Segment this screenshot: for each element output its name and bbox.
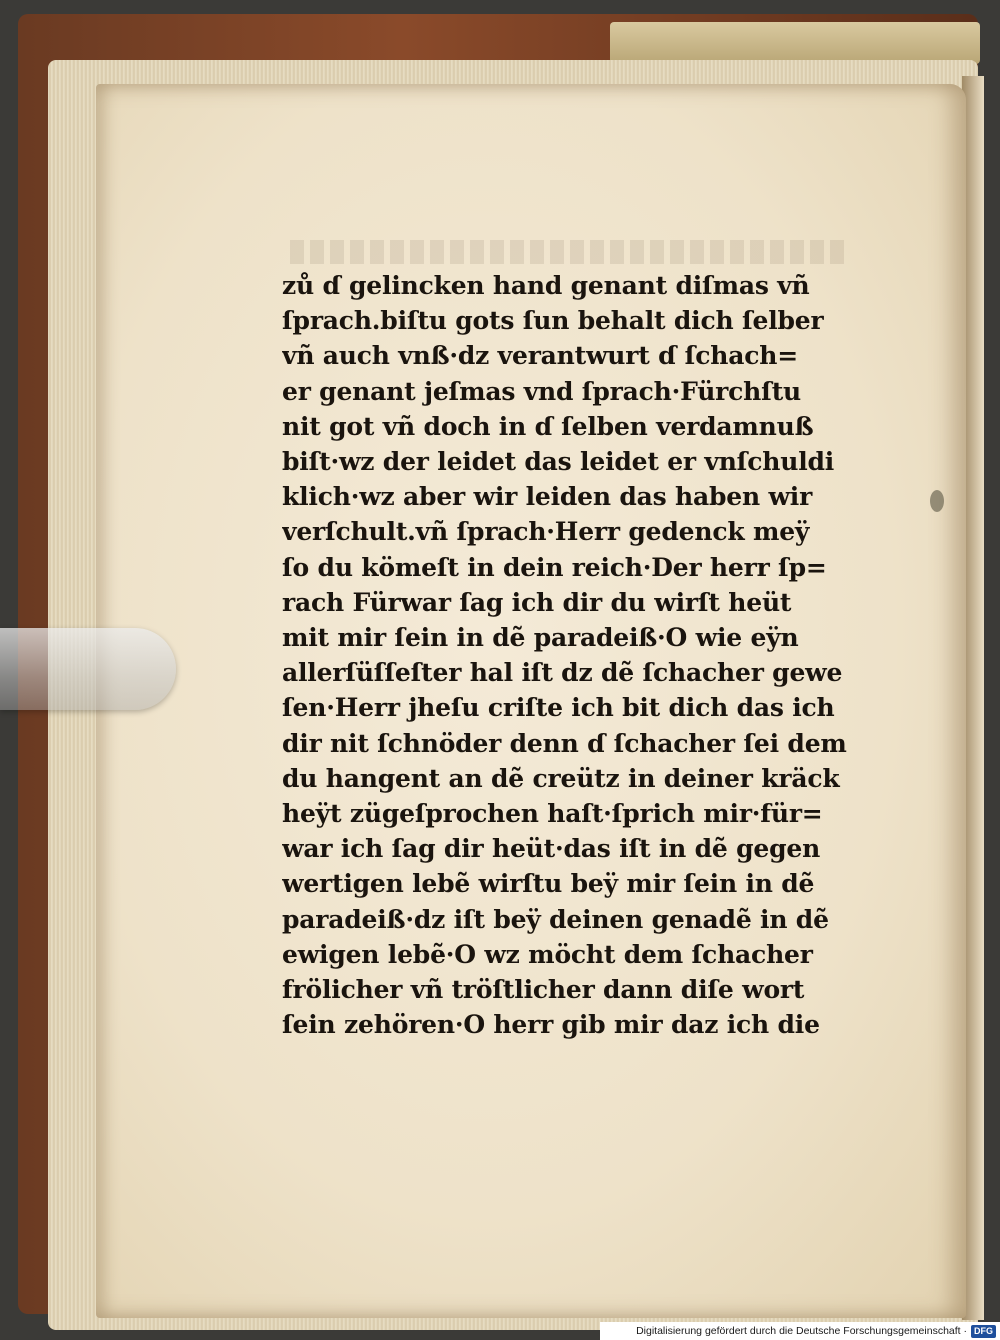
text-line: ſein zehören·O herr gib mir daz ich die [282, 1010, 820, 1040]
text-line: dir nit ſchnöder denn ɗ ſchacher ſei dem [282, 728, 847, 758]
text-line: heÿt zügeſprochen haſt·ſprich mir·für= [282, 799, 823, 829]
text-line: biſt·wz der leidet das leidet er vnſchuldi [282, 447, 835, 477]
text-line: mit mir ſein in dẽ paradeiß·O wie eÿn [282, 623, 799, 653]
show-through-text [290, 240, 850, 264]
text-line: ſo du kömeſt in dein reich·Der herr ſp= [282, 552, 827, 582]
text-line: ſen·Herr jheſu criſte ich bit dich das ich [282, 693, 835, 723]
text-line: allerſüſſeſter hal iſt dz dẽ ſchacher gewe [282, 658, 843, 688]
digitization-footer [600, 1322, 1000, 1340]
text-line: du hangent an dẽ creütz in deiner kräck [282, 763, 840, 793]
text-line: klich·wz aber wir leiden das haben wir [282, 482, 813, 512]
book-headband [610, 22, 980, 64]
dfg-logo-icon: DFG [971, 1325, 996, 1338]
text-line: war ich ſag dir heüt·das iſt in dẽ gegen [282, 834, 821, 864]
text-line: verſchult.vñ ſprach·Herr gedenck meÿ [282, 517, 810, 547]
text-line: paradeiß·dz iſt beÿ deinen genadẽ in dẽ [282, 904, 829, 934]
text-line: nit got vñ doch in ɗ ſelben verdamnuß [282, 411, 814, 441]
footer-credit-text: Digitalisierung gefördert durch die Deutsche Forschungsgemeinschaft · [636, 1325, 967, 1337]
text-line: ewigen lebẽ·O wz möcht dem ſchacher [282, 939, 813, 969]
text-line: wertigen lebẽ wirſtu beÿ mir ſein in dẽ [282, 869, 815, 899]
text-line: rach Fürwar ſag ich dir du wirſt heüt [282, 587, 792, 617]
text-line: zů ɗ gelincken hand genant diſmas vñ [282, 271, 810, 300]
text-line: er genant jeſmas vnd ſprach·Fürchſtu [282, 376, 802, 406]
plastic-bookmark [0, 628, 176, 710]
page-text-block [282, 268, 860, 1042]
ink-stain [930, 490, 944, 512]
text-line: ſprach.biſtu gots ſun behalt dich ſelber [282, 306, 824, 336]
text-line: frölicher vñ tröſtlicher dann diſe wort [282, 975, 805, 1005]
text-line: vñ auch vnß·dz verantwurt ɗ ſchach= [282, 341, 798, 371]
